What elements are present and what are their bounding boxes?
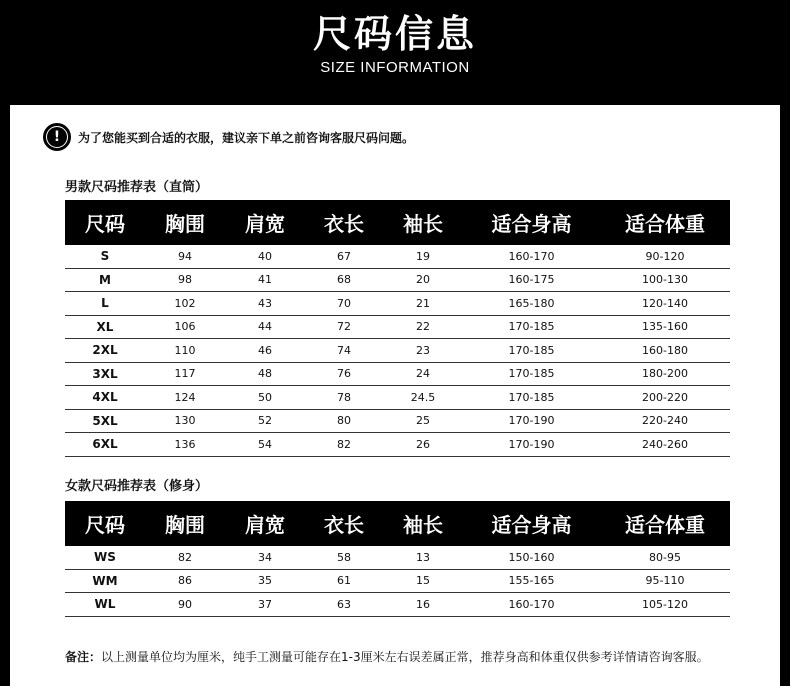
- value-cell: 80: [305, 409, 383, 433]
- table-row: [65, 362, 730, 386]
- value-cell: 102: [145, 292, 225, 316]
- value-cell: 22: [383, 315, 463, 339]
- size-cell: 3XL: [65, 362, 145, 386]
- value-cell: 15: [383, 569, 463, 593]
- value-cell: 52: [225, 409, 305, 433]
- size-cell: S: [65, 245, 145, 268]
- value-cell: 170-185: [463, 339, 600, 363]
- table-row: [65, 546, 730, 569]
- men-table-title: 男款尺码推荐表（直筒）: [65, 180, 209, 195]
- value-cell: 110: [145, 339, 225, 363]
- value-cell: 98: [145, 268, 225, 292]
- table-row: [65, 268, 730, 292]
- value-cell: 63: [305, 593, 383, 617]
- value-cell: 170-185: [463, 315, 600, 339]
- value-cell: 105-120: [600, 593, 730, 617]
- men-size-table: [65, 200, 730, 457]
- notice-bar: [43, 120, 414, 154]
- value-cell: 74: [305, 339, 383, 363]
- value-cell: 180-200: [600, 362, 730, 386]
- value-cell: 136: [145, 433, 225, 457]
- women-size-table: [65, 501, 730, 617]
- size-cell: 5XL: [65, 409, 145, 433]
- table-row: [65, 593, 730, 617]
- value-cell: 44: [225, 315, 305, 339]
- value-cell: 78: [305, 386, 383, 410]
- table-row: [65, 409, 730, 433]
- value-cell: 72: [305, 315, 383, 339]
- column-header: 胸围: [145, 200, 225, 245]
- value-cell: 26: [383, 433, 463, 457]
- value-cell: 90: [145, 593, 225, 617]
- value-cell: 160-175: [463, 268, 600, 292]
- table-row: [65, 292, 730, 316]
- column-header: 袖长: [383, 200, 463, 245]
- value-cell: 100-130: [600, 268, 730, 292]
- size-cell: 4XL: [65, 386, 145, 410]
- value-cell: 25: [383, 409, 463, 433]
- value-cell: 82: [145, 546, 225, 569]
- value-cell: 95-110: [600, 569, 730, 593]
- size-cell: WM: [65, 569, 145, 593]
- value-cell: 67: [305, 245, 383, 268]
- value-cell: 61: [305, 569, 383, 593]
- value-cell: 94: [145, 245, 225, 268]
- column-header: 衣长: [305, 501, 383, 546]
- value-cell: 58: [305, 546, 383, 569]
- table-row: [65, 315, 730, 339]
- column-header: 胸围: [145, 501, 225, 546]
- table-header-row: [65, 200, 730, 245]
- value-cell: 20: [383, 268, 463, 292]
- page-header: [0, 0, 790, 105]
- value-cell: 70: [305, 292, 383, 316]
- column-header: 适合体重: [600, 200, 730, 245]
- value-cell: 170-190: [463, 409, 600, 433]
- value-cell: 124: [145, 386, 225, 410]
- value-cell: 35: [225, 569, 305, 593]
- value-cell: 34: [225, 546, 305, 569]
- column-header: 适合身高: [463, 200, 600, 245]
- table-row: [65, 386, 730, 410]
- page-subtitle: SIZE INFORMATION: [320, 59, 470, 76]
- table-row: [65, 569, 730, 593]
- value-cell: 24: [383, 362, 463, 386]
- value-cell: 160-180: [600, 339, 730, 363]
- size-cell: L: [65, 292, 145, 316]
- value-cell: 16: [383, 593, 463, 617]
- value-cell: 117: [145, 362, 225, 386]
- value-cell: 90-120: [600, 245, 730, 268]
- page-title: 尺码信息: [312, 12, 477, 56]
- value-cell: 24.5: [383, 386, 463, 410]
- value-cell: 50: [225, 386, 305, 410]
- column-header: 尺码: [65, 200, 145, 245]
- value-cell: 220-240: [600, 409, 730, 433]
- value-cell: 19: [383, 245, 463, 268]
- value-cell: 86: [145, 569, 225, 593]
- value-cell: 54: [225, 433, 305, 457]
- size-cell: WL: [65, 593, 145, 617]
- value-cell: 40: [225, 245, 305, 268]
- size-cell: 2XL: [65, 339, 145, 363]
- women-table-title: 女款尺码推荐表（修身）: [65, 479, 209, 494]
- table-row: [65, 433, 730, 457]
- table-row: [65, 245, 730, 268]
- value-cell: 130: [145, 409, 225, 433]
- value-cell: 48: [225, 362, 305, 386]
- value-cell: 37: [225, 593, 305, 617]
- value-cell: 76: [305, 362, 383, 386]
- value-cell: 200-220: [600, 386, 730, 410]
- value-cell: 46: [225, 339, 305, 363]
- exclamation-icon: !: [43, 123, 71, 151]
- value-cell: 240-260: [600, 433, 730, 457]
- column-header: 袖长: [383, 501, 463, 546]
- footnote-text: 以上测量单位均为厘米，纯手工测量可能存在1-3厘米左右误差属正常，推荐身高和体重仅供参考详情请咨询客服。: [101, 650, 709, 664]
- notice-text: 为了您能买到合适的衣服，建议亲下单之前咨询客服尺码问题。: [78, 130, 415, 145]
- value-cell: 150-160: [463, 546, 600, 569]
- column-header: 肩宽: [225, 501, 305, 546]
- footnote: [65, 648, 709, 665]
- value-cell: 41: [225, 268, 305, 292]
- value-cell: 160-170: [463, 593, 600, 617]
- size-cell: M: [65, 268, 145, 292]
- value-cell: 170-190: [463, 433, 600, 457]
- value-cell: 80-95: [600, 546, 730, 569]
- value-cell: 165-180: [463, 292, 600, 316]
- content-panel: [10, 105, 780, 686]
- value-cell: 160-170: [463, 245, 600, 268]
- column-header: 适合体重: [600, 501, 730, 546]
- table-header-row: [65, 501, 730, 546]
- value-cell: 23: [383, 339, 463, 363]
- footnote-label: 备注：: [65, 650, 102, 664]
- column-header: 肩宽: [225, 200, 305, 245]
- value-cell: 13: [383, 546, 463, 569]
- value-cell: 21: [383, 292, 463, 316]
- size-cell: 6XL: [65, 433, 145, 457]
- value-cell: 170-185: [463, 386, 600, 410]
- column-header: 适合身高: [463, 501, 600, 546]
- size-cell: XL: [65, 315, 145, 339]
- value-cell: 82: [305, 433, 383, 457]
- column-header: 衣长: [305, 200, 383, 245]
- column-header: 尺码: [65, 501, 145, 546]
- table-row: [65, 339, 730, 363]
- value-cell: 120-140: [600, 292, 730, 316]
- value-cell: 155-165: [463, 569, 600, 593]
- value-cell: 43: [225, 292, 305, 316]
- value-cell: 135-160: [600, 315, 730, 339]
- size-cell: WS: [65, 546, 145, 569]
- value-cell: 170-185: [463, 362, 600, 386]
- value-cell: 68: [305, 268, 383, 292]
- value-cell: 106: [145, 315, 225, 339]
